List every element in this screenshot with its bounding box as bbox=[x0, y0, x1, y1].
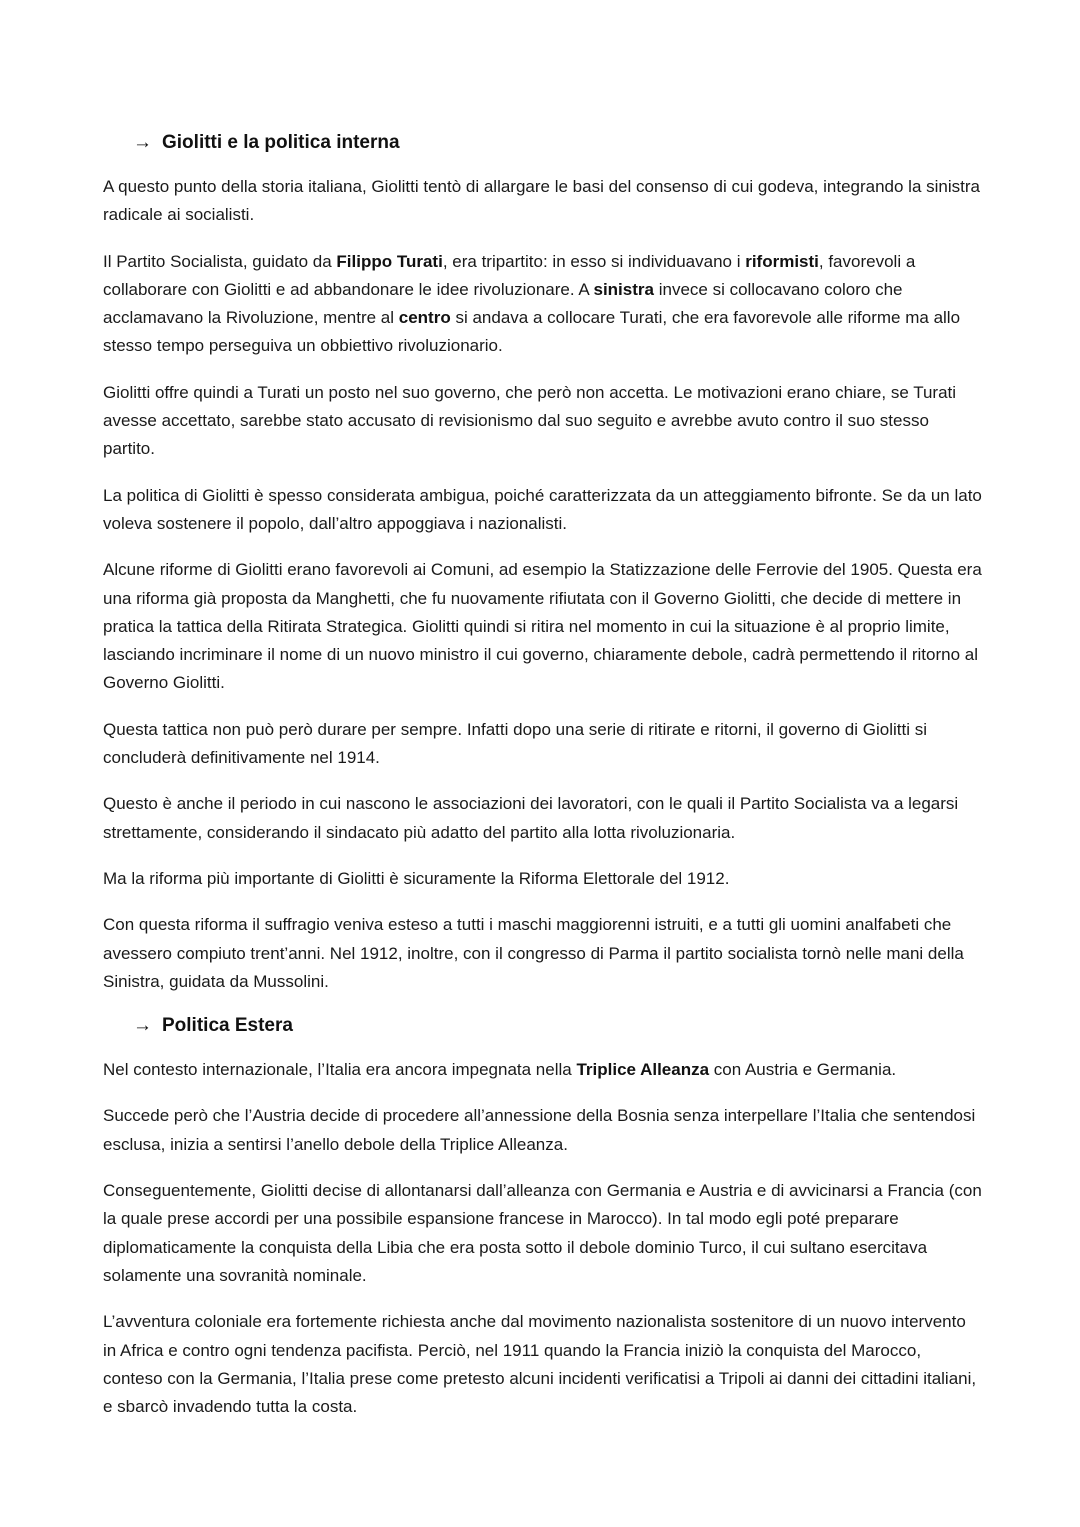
text-run: Il Partito Socialista, guidato da bbox=[103, 251, 337, 271]
text-run: , favorevoli a collaborare con Giolitti e ad abbandonare le idee rivoluzionare. A bbox=[103, 251, 916, 299]
text-run: Nel contesto internazionale, l’Italia era ancora impegnata nella bbox=[103, 1060, 577, 1080]
paragraph: Questa tattica non può però durare per sempre. Infatti dopo una serie di ritirate e ritorni, il governo di Giolitti si concluderà definitivamente nel 1914. bbox=[103, 719, 927, 768]
paragraph: Succede però che l’Austria decide di procedere all’annessione della Bosnia senza interpellare l’Italia che sentendosi esclusa, inizia a sentirsi l’anello debole della Triplice Alleanza. bbox=[103, 1106, 976, 1154]
section-title: Politica Estera bbox=[162, 1015, 293, 1037]
text-run: si andava a collocare Turati, che era favorevole alle riforme ma allo stesso tempo perseguiva un obbiettivo rivoluzionario. bbox=[103, 308, 961, 356]
text-run: invece si collocavano coloro che acclamavano la Rivoluzione, mentre al bbox=[103, 279, 903, 328]
paragraph: Con questa riforma il suffragio veniva esteso a tutti i maschi maggiorenni istruiti, e a tutti gli uomini analfabeti che avessero compiuto trent’anni. Nel 1912, inoltre, con il congresso di Parma il partito socialista tornò nelle mani della Sinistra, guidata da Mussolini. bbox=[103, 915, 964, 991]
bold-term: Filippo Turati bbox=[336, 251, 443, 271]
section-heading-politica-interna bbox=[133, 128, 983, 158]
paragraph: A questo punto della storia italiana, Giolitti tentò di allargare le basi del consenso di cui godeva, integrando la sinistra radicale ai socialisti. bbox=[103, 177, 980, 225]
bold-term: Triplice Alleanza bbox=[576, 1060, 710, 1080]
bold-term: sinistra bbox=[593, 279, 654, 299]
text-run: con Austria e Germania. bbox=[709, 1060, 897, 1080]
paragraph: La politica di Giolitti è spesso considerata ambigua, poiché caratterizzata da un atteggiamento bifronte. Se da un lato voleva sostenere il popolo, dall’altro appoggiava i nazionalisti. bbox=[103, 485, 982, 533]
text-run: , era tripartito: in esso si individuavano i bbox=[442, 251, 746, 271]
bold-term: centro bbox=[398, 308, 451, 328]
paragraph: Alcune riforme di Giolitti erano favorevoli ai Comuni, ad esempio la Statizzazione delle Ferrovie del 1905. Questa era una riforma già proposta da Manghetti, che fu nuovamente rifiutata con il Governo Giolitti, che decide di mettere in pratica la tattica della Ritirata Strategica. Giolitti quindi si ritira nel momento in cui la situazione è al proprio limite, lasciando incriminare il nome di un nuovo ministro il cui governo, chiaramente debole, cadrà permettendo il ritorno al Governo Giolitti. bbox=[103, 560, 982, 693]
paragraph: L’avventura coloniale era fortemente richiesta anche dal movimento nazionalista sostenitore di un nuovo intervento in Africa e contro ogni tendenza pacifista. Perciò, nel 1911 quando la Francia iniziò la conquista del Marocco, conteso con la Germania, l’Italia prese come pretesto alcuni incidenti verificatisi a Tripoli ai danni dei cittadini italiani, e sbarcò invadendo tutta la costa. bbox=[103, 1312, 977, 1417]
paragraph bbox=[103, 248, 983, 361]
paragraph: Conseguentemente, Giolitti decise di allontanarsi dall’alleanza con Germania e Austria e di avvicinarsi a Francia (con la quale prese accordi per una possibile espansione francese in Marocco). In tal modo egli poté preparare diplomaticamente la conquista della Libia che era posta sotto il debole dominio Turco, il cui sultano esercitava solamente una sovranità nominale. bbox=[103, 1181, 982, 1285]
bold-term: riformisti bbox=[745, 251, 819, 271]
right-arrow-icon: → bbox=[133, 132, 152, 153]
section-heading-politica-estera bbox=[133, 1011, 983, 1041]
paragraph: Questo è anche il periodo in cui nascono le associazioni dei lavoratori, con le quali il Partito Socialista va a legarsi strettamente, considerando il sindacato più adatto del partito alla lotta rivoluzionaria. bbox=[103, 794, 959, 842]
paragraph: Giolitti offre quindi a Turati un posto nel suo governo, che però non accetta. Le motivazioni erano chiare, se Turati avesse accettato, sarebbe stato accusato di revisionismo dal suo seguito e avrebbe avuto contro il suo stesso partito. bbox=[103, 382, 957, 459]
right-arrow-icon: → bbox=[133, 1015, 152, 1037]
section-title: Giolitti e la politica interna bbox=[162, 132, 400, 153]
document-body bbox=[103, 128, 983, 1439]
paragraph: Ma la riforma più importante di Giolitti è sicuramente la Riforma Elettorale del 1912. bbox=[103, 868, 730, 888]
paragraph bbox=[103, 1056, 983, 1084]
